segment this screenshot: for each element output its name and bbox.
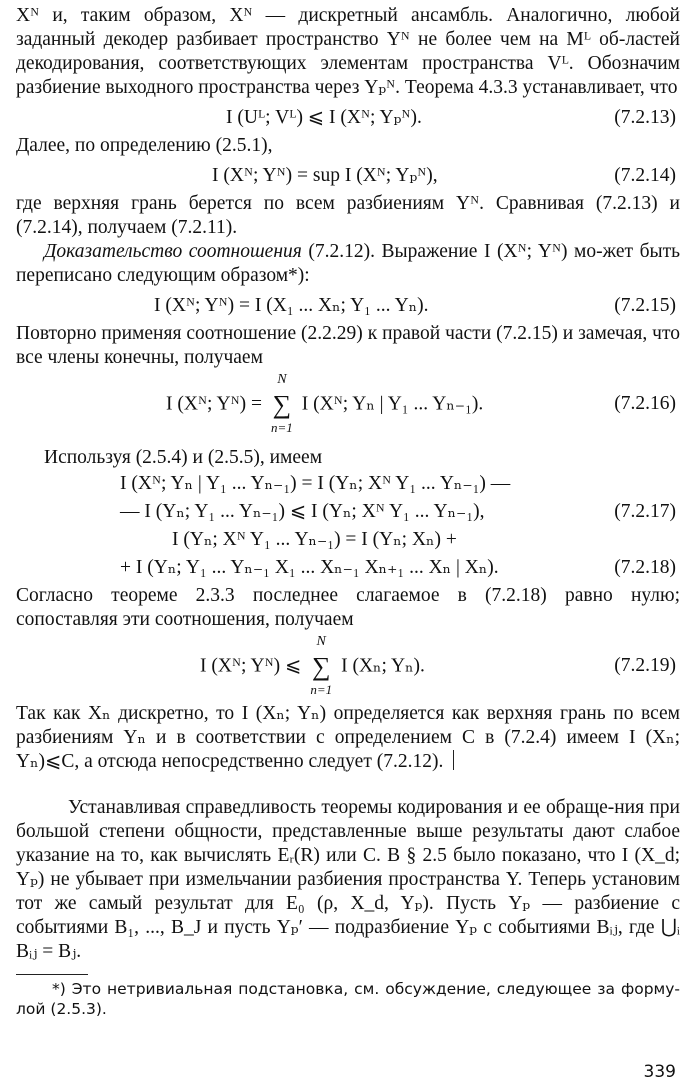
equation-expression: I (Uᴸ; Vᴸ) ⩽ I (Xᴺ; Yₚᴺ). (226, 107, 422, 128)
equation-rhs: I (Xᴺ; Yₙ | Y₁ ... Yₙ₋₁). (296, 393, 484, 415)
equation-expression: I (Xᴺ; Yᴺ) = sup I (Xᴺ; Yₚᴺ), (212, 165, 438, 186)
equation-rhs: I (Xₙ; Yₙ). (336, 655, 425, 677)
equation-number: (7.2.15) (614, 295, 676, 316)
proof-heading: Доказательство соотношения (44, 241, 302, 262)
equation-7-2-18-line-2 (16, 554, 680, 584)
equation-number: (7.2.17) (614, 501, 676, 522)
paragraph-7: Согласно теореме 2.3.3 последнее слагаемое в (7.2.18) равно нулю; сопоставляя эти соотношения, получаем (16, 585, 680, 630)
equation-number: (7.2.18) (614, 557, 676, 578)
equation-expression: I (Xᴺ; Yᴺ) = I (X₁ ... Xₙ; Y₁ ... Yₙ). (154, 295, 429, 316)
paragraph-6: Используя (2.5.4) и (2.5.5), имеем (44, 447, 323, 468)
paragraph-8 (16, 702, 680, 774)
page-body (16, 4, 680, 1019)
equation-expression: I (Yₙ; Xᴺ Y₁ ... Yₙ₋₁) = I (Yₙ; Xₙ) + (172, 529, 457, 550)
equation-number: (7.2.16) (614, 393, 676, 414)
paragraph-3: где верхняя грань берется по всем разбиениям Yᴺ. Сравнивая (7.2.13) и (7.2.14), получаем (7.2.11). (16, 193, 680, 238)
equation-7-2-16 (16, 370, 680, 435)
equation-expression: + I (Yₙ; Y₁ ... Yₙ₋₁ X₁ ... Xₙ₋₁ Xₙ₊₁ ... Xₙ | Xₙ). (120, 557, 499, 578)
footnote: *) Это нетривиальная подстановка, см. обсуждение, следующее за форму-лой (2.5.3). (16, 980, 680, 1018)
paragraph-4 (16, 240, 680, 288)
equation-expression (200, 634, 425, 697)
equation-7-2-15 (16, 288, 680, 322)
paragraph-4-text: (7.2.12). Выражение I (Xᴺ; Yᴺ) мо-жет быть переписано следующим образом*): (16, 241, 681, 286)
equation-7-2-17-line-2 (16, 498, 680, 526)
page-number: 339 (643, 1062, 676, 1082)
equation-7-2-19 (16, 632, 680, 697)
equation-number: (7.2.14) (614, 165, 676, 186)
equation-number: (7.2.13) (614, 107, 676, 128)
equation-expression: I (Xᴺ; Yₙ | Y₁ ... Yₙ₋₁) = I (Yₙ; Xᴺ Y₁ ... Yₙ₋₁) — (120, 473, 511, 494)
equation-lhs: I (Xᴺ; Yᴺ) = (166, 393, 267, 415)
equation-number: (7.2.19) (614, 655, 676, 676)
end-of-proof-mark (453, 750, 454, 770)
paragraph-9: Устанавливая справедливость теоремы кодирования и ее обраще-ния при большой степени общности, представленные выше результаты дают слабое указание на то, как вычислять Eᵣ(R) или C. В § 2.5 было показано, что I (X_d; Yₚ) не убывает при измельчании разбиения пространства Y. Теперь установим тот же самый результат для E₀ (ρ, X_d, Yₚ). Пусть Yₚ — разбиение с событиями B₁, ..., B_J и пусть Yₚ′ — подразбиение Yₚ с событиями Bᵢⱼ, где ⋃ᵢ Bᵢⱼ = Bⱼ. (16, 797, 680, 962)
sum-upper-limit: N (277, 372, 287, 387)
paragraph-1: Xᴺ и, таким образом, Xᴺ — дискретный ансамбль. Аналогично, любой заданный декодер разбивает пространство Yᴺ не более чем на Mᴸ об-ластей декодирования, соответствующих элементам пространства Vᴸ. Обозначим разбиение выходного пространства через Yₚᴺ. Теорема 4.3.3 устанавливает, что (16, 5, 680, 98)
paragraph-5: Повторно применяя соотношение (2.2.29) к правой части (7.2.15) и замечая, что все члены конечны, получаем (16, 323, 680, 368)
equation-expression (166, 372, 484, 435)
paragraph-2: Далее, по определению (2.5.1), (16, 135, 273, 156)
equation-lhs: I (Xᴺ; Yᴺ) ⩽ (200, 655, 307, 677)
equation-7-2-13 (16, 100, 680, 134)
equation-expression: — I (Yₙ; Y₁ ... Yₙ₋₁) ⩽ I (Yₙ; Xᴺ Y₁ ... Yₙ₋₁), (120, 501, 485, 522)
footnote-rule (16, 974, 88, 975)
equation-7-2-14 (16, 158, 680, 192)
paragraph-8-text: Так как Xₙ дискретно, то I (Xₙ; Yₙ) определяется как верхняя грань по всем разбиениям Yₙ и в соответствии с определением C в (7.2.4) имеем I (Xₙ; Yₙ)⩽C, а отсюда непосредственно следует (7.2.12). (16, 703, 680, 772)
sum-upper-limit: N (316, 634, 326, 649)
sum-lower-limit: n=1 (270, 420, 293, 435)
equation-7-2-18-line-1 (16, 526, 680, 554)
summation-symbol: N ∑ n=1 (267, 392, 297, 418)
equation-7-2-17-line-1 (16, 470, 680, 498)
summation-symbol: N ∑ n=1 (306, 654, 336, 680)
sum-lower-limit: n=1 (310, 682, 333, 697)
